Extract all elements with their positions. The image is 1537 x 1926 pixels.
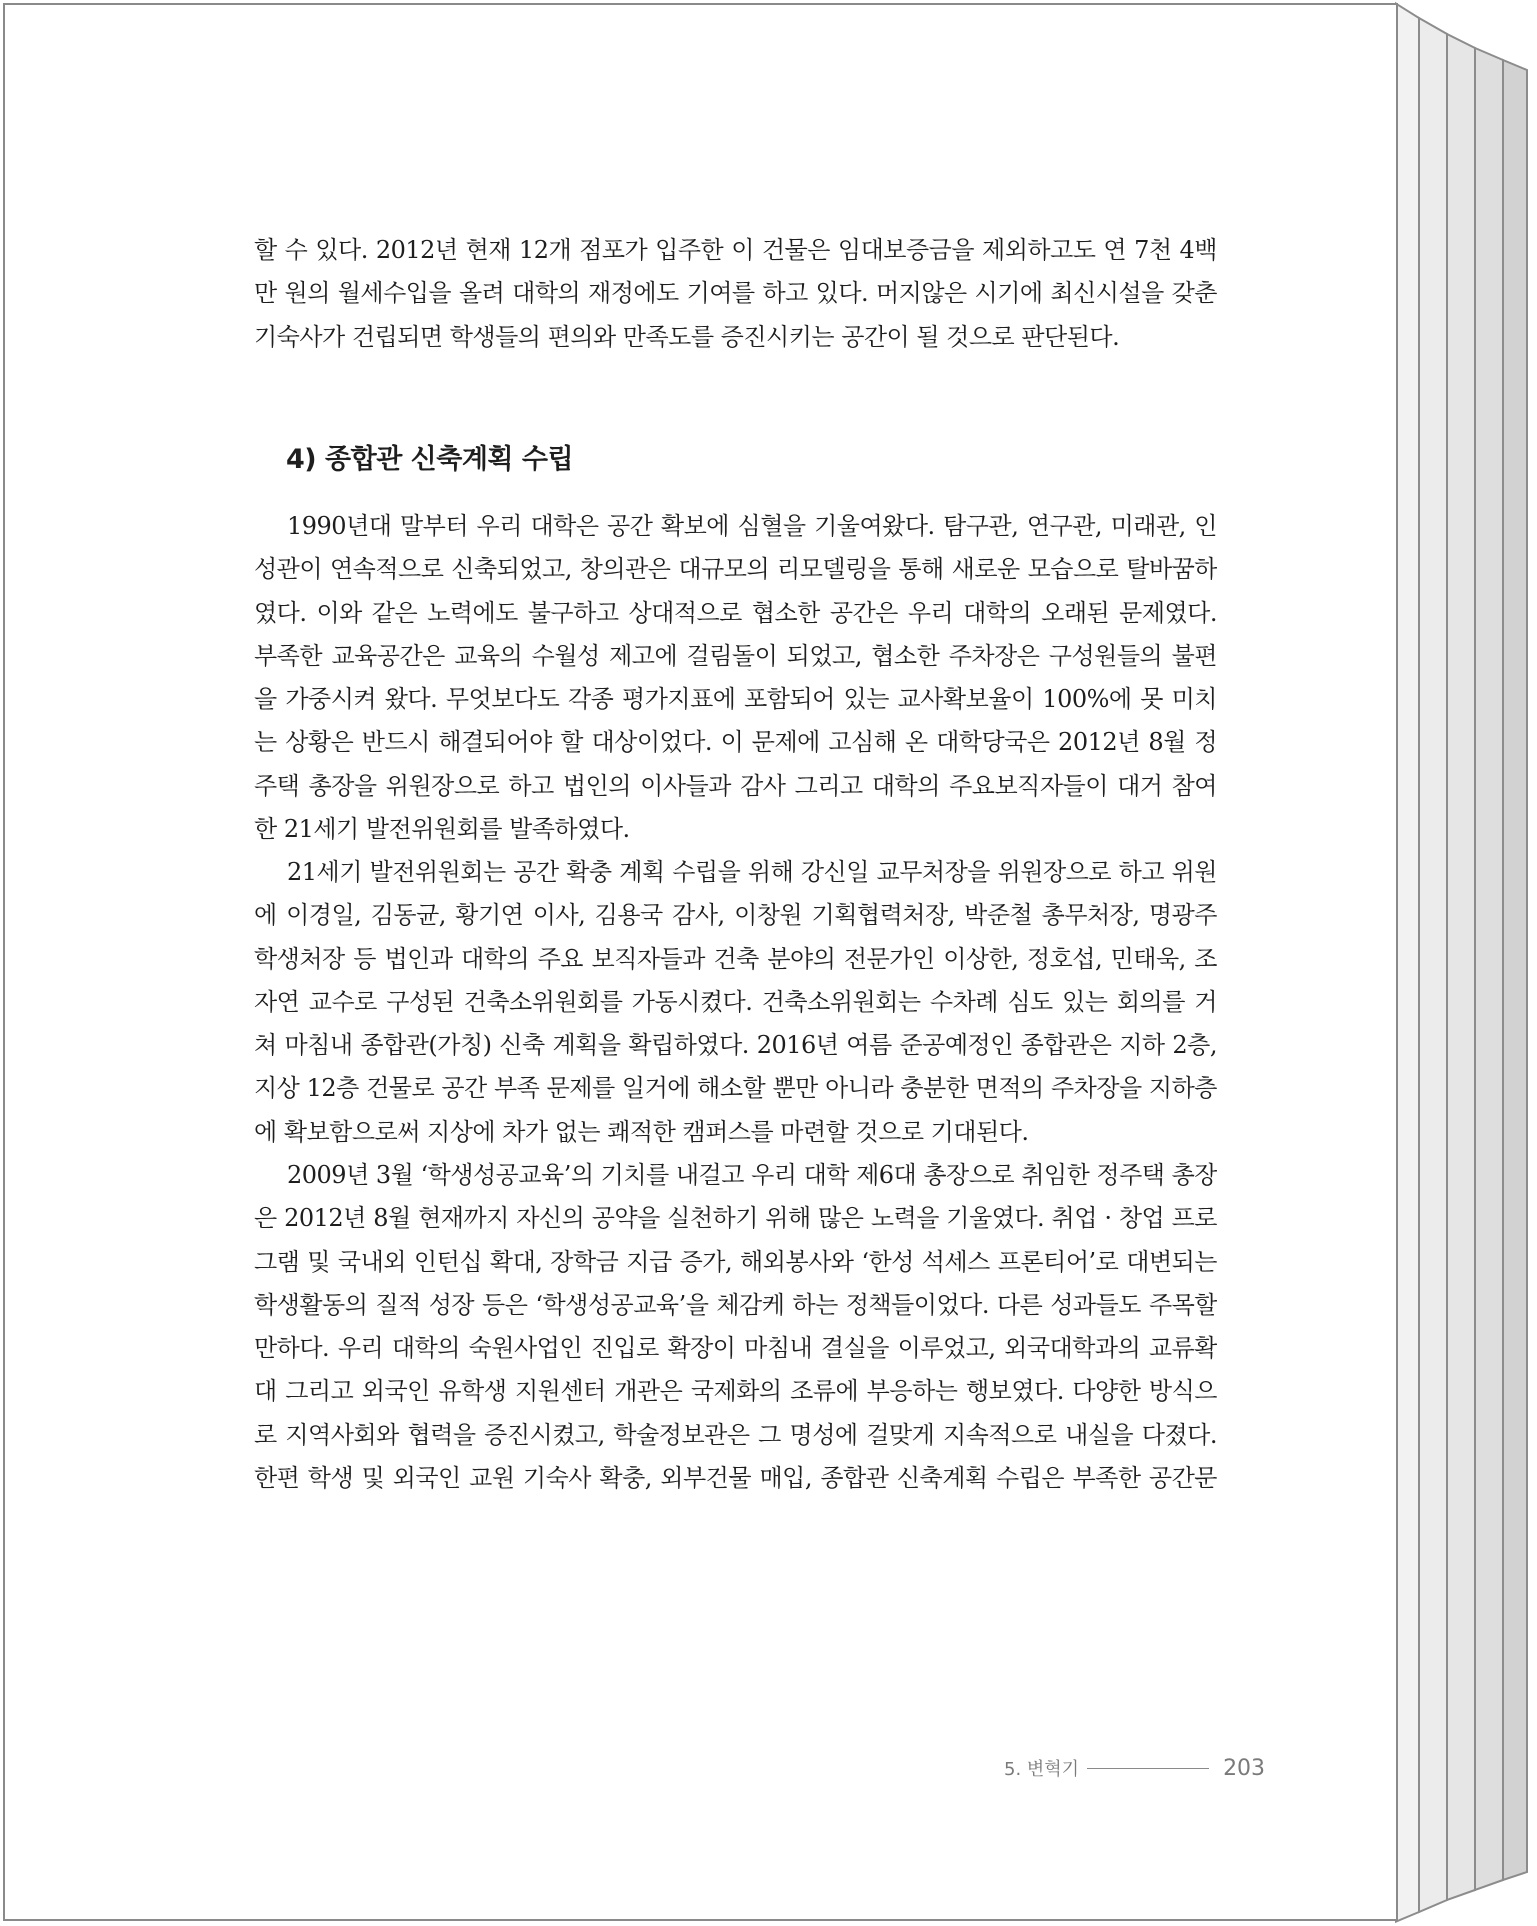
text-line: 자연 교수로 구성된 건축소위원회를 가동시켰다. 건축소위원회는 수차례 심도 있는 회의를 거	[254, 987, 1217, 1016]
text-line: 만하다. 우리 대학의 숙원사업인 진입로 확장이 마침내 결실을 이루었고, 외국대학과의 교류확	[254, 1334, 1217, 1363]
body-paragraph	[254, 851, 1217, 1154]
text-line: 지상 12층 건물로 공간 부족 문제를 일거에 해소할 뿐만 아니라 충분한 면적의 주차장을 지하층	[254, 1074, 1217, 1103]
text-line: 은 2012년 8월 현재까지 자신의 공약을 실천하기 위해 많은 노력을 기울였다. 취업 · 창업 프로	[254, 1204, 1217, 1233]
chapter-label: 5. 변혁기	[1004, 1759, 1080, 1780]
body-paragraph	[254, 505, 1217, 851]
section-heading: 4) 종합관 신축계획 수립	[286, 444, 574, 475]
text-line: 1990년대 말부터 우리 대학은 공간 확보에 심혈을 기울여왔다. 탐구관, 연구관, 미래관, 인	[287, 512, 1217, 540]
text-line: 였다. 이와 같은 노력에도 불구하고 상대적으로 협소한 공간은 우리 대학의 오래된 문제였다.	[254, 598, 1217, 627]
text-line: 학생활동의 질적 성장 등은 ‘학생성공교육’을 체감케 하는 정책들이었다. 다른 성과들도 주목할	[254, 1290, 1217, 1319]
text-line: 한편 학생 및 외국인 교원 기숙사 확충, 외부건물 매입, 종합관 신축계획 수립은 부족한 공간문	[254, 1464, 1217, 1493]
text-line: 기숙사가 건립되면 학생들의 편의와 만족도를 증진시키는 공간이 될 것으로 판단된다.	[254, 322, 1120, 351]
text-line: 에 이경일, 김동균, 황기연 이사, 김용국 감사, 이창원 기획협력처장, 박준철 총무처장, 명광주	[254, 901, 1217, 930]
page-number: 203	[1223, 1755, 1266, 1781]
text-line: 대 그리고 외국인 유학생 지원센터 개관은 국제화의 조류에 부응하는 행보였다. 다양한 방식으	[254, 1377, 1217, 1406]
text-line: 로 지역사회와 협력을 증진시켰고, 학술정보관은 그 명성에 걸맞게 지속적으로 내실을 다졌다.	[254, 1420, 1217, 1449]
text-line: 만 원의 월세수입을 올려 대학의 재정에도 기여를 하고 있다. 머지않은 시기에 최신시설을 갖춘	[254, 279, 1217, 308]
text-line: 그램 및 국내외 인턴십 확대, 장학금 지급 증가, 해외봉사와 ‘한성 석세스 프론티어’로 대변되는	[254, 1247, 1217, 1276]
text-line: 쳐 마침내 종합관(가칭) 신축 계획을 확립하였다. 2016년 여름 준공예정인 종합관은 지하 2층,	[254, 1031, 1217, 1060]
text-line: 한 21세기 발전위원회를 발족하였다.	[254, 815, 630, 844]
page-footer	[1004, 1752, 1294, 1784]
text-line: 부족한 교육공간은 교육의 수월성 제고에 걸림돌이 되었고, 협소한 주차장은 구성원들의 불편	[254, 641, 1217, 670]
text-line: 을 가중시켜 왔다. 무엇보다도 각종 평가지표에 포함되어 있는 교사확보율이 100%에 못 미치	[254, 685, 1217, 714]
body-paragraph	[254, 1154, 1217, 1500]
text-line: 학생처장 등 법인과 대학의 주요 보직자들과 건축 분야의 전문가인 이상한, 정호섭, 민태욱, 조	[254, 944, 1217, 973]
text-line: 주택 총장을 위원장으로 하고 법인의 이사들과 감사 그리고 대학의 주요보직자들이 대거 참여	[254, 771, 1217, 800]
text-line: 는 상황은 반드시 해결되어야 할 대상이었다. 이 문제에 고심해 온 대학당국은 2012년 8월 정	[254, 728, 1217, 757]
footer-divider	[1087, 1768, 1209, 1769]
text-line: 21세기 발전위원회는 공간 확충 계획 수립을 위해 강신일 교무처장을 위원장으로 하고 위원	[287, 858, 1217, 886]
text-line: 성관이 연속적으로 신축되었고, 창의관은 대규모의 리모델링을 통해 새로운 모습으로 탈바꿈하	[254, 555, 1217, 584]
text-line: 2009년 3월 ‘학생성공교육’의 기치를 내걸고 우리 대학 제6대 총장으로 취임한 정주택 총장	[287, 1161, 1217, 1189]
intro-paragraph	[254, 229, 1217, 359]
text-line: 에 확보함으로써 지상에 차가 없는 쾌적한 캠퍼스를 마련할 것으로 기대된다.	[254, 1117, 1029, 1146]
text-line: 할 수 있다. 2012년 현재 12개 점포가 입주한 이 건물은 임대보증금을 제외하고도 연 7천 4백	[254, 236, 1217, 264]
page-edge-stack	[1395, 0, 1535, 1926]
